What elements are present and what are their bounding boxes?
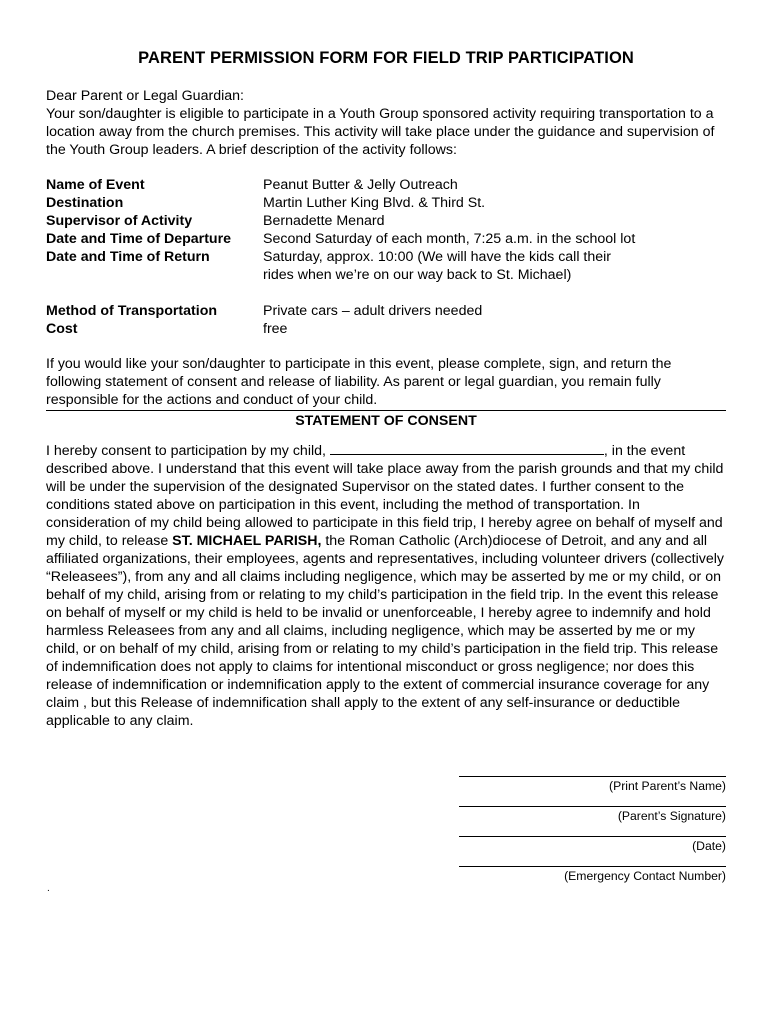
detail-row-return	[46, 248, 726, 284]
cost-value: free	[263, 321, 288, 337]
detail-row-transport	[46, 302, 726, 320]
detail-row-departure	[46, 230, 726, 248]
transport-value: Private cars – adult drivers needed	[263, 303, 483, 319]
section-divider	[46, 410, 726, 411]
signature-line	[459, 806, 726, 807]
consent-heading: STATEMENT OF CONSENT	[295, 413, 477, 429]
request-paragraph: If you would like your son/daughter to participate in this event, please complete, sign, and return the following statement of consent and release of liability. As parent or legal guardian, you remain fully responsible for the actions and conduct of your child.	[46, 356, 672, 408]
supervisor-value: Bernadette Menard	[263, 213, 385, 229]
return-label: Date and Time of Return	[46, 249, 210, 265]
print-name-line	[459, 776, 726, 777]
emergency-contact-line	[459, 866, 726, 867]
intro-paragraph: Your son/daughter is eligible to participate in a Youth Group sponsored activity requiring transportation to a location away from the church premises. This activity will take place under the guidance and supervision of the Youth Group leaders. A brief description of the activity follows:	[46, 106, 715, 158]
supervisor-label: Supervisor of Activity	[46, 213, 193, 229]
date-caption: (Date)	[692, 839, 726, 853]
departure-label: Date and Time of Departure	[46, 231, 232, 247]
consent-text-1: I hereby consent to participation by my child,	[46, 443, 330, 459]
print-name-caption: (Print Parent’s Name)	[609, 779, 726, 793]
parish-name: ST. MICHAEL PARISH,	[172, 533, 322, 549]
date-line	[459, 836, 726, 837]
detail-row-destination	[46, 194, 726, 212]
form-title: PARENT PERMISSION FORM FOR FIELD TRIP PARTICIPATION	[138, 49, 634, 67]
greeting: Dear Parent or Legal Guardian:	[46, 88, 244, 104]
event-label: Name of Event	[46, 177, 145, 193]
departure-value: Second Saturday of each month, 7:25 a.m. in the school lot	[263, 231, 636, 247]
destination-label: Destination	[46, 195, 124, 211]
activity-details	[46, 176, 726, 338]
consent-text-3: the Roman Catholic (Arch)diocese of Detroit, and any and all affiliated organizations, their employees, agents and representatives, including volunteer drivers (collectively “Releasees”), from any and all claims including negligence, which may be asserted by me or my child, or on behalf of my child, arising from or relating to my child’s participation in the field trip. In the event this release on behalf of myself or my child is held to be invalid or unenforceable, I hereby agree to indemnify and hold harmless Releasees from any and all claims, including negligence, which may be asserted by me or my child, or on behalf of my child, arising from or relating to my child’s participation in the field trip. This release of indemnification does not apply to claims for intentional misconduct or gross negligence; nor does this release of indemnification or indemnification apply to the extent of commercial insurance coverage for any claim , but this Release of indemnification shall apply to the extent of any self-insurance or deductible applicable to any claim.	[46, 533, 724, 729]
event-value: Peanut Butter & Jelly Outreach	[263, 177, 458, 193]
emergency-contact-field[interactable]	[459, 866, 726, 884]
intro-section	[46, 87, 726, 159]
return-value-line-1: Saturday, approx. 10:00 (We will have the kids call their	[263, 249, 612, 265]
consent-text-2: , in the event described above. I understand that this event will take place away from the parish grounds and that my child will be under the supervision of the designated Supervisor on the stated dates. I further consent to the conditions stated above on participation in this event, including the method of transportation. In consideration of my child being allowed to participate in this field trip, I hereby agree on behalf of myself and my child, to release	[46, 443, 724, 549]
stray-mark: .	[47, 883, 50, 894]
cost-label: Cost	[46, 321, 78, 337]
signature-field[interactable]	[459, 806, 726, 824]
return-value-line-2: rides when we’re on our way back to St. Michael)	[263, 267, 572, 283]
return-value	[263, 248, 726, 284]
detail-row-cost	[46, 320, 726, 338]
transport-label: Method of Transportation	[46, 303, 218, 319]
child-name-blank[interactable]	[330, 442, 604, 455]
destination-value: Martin Luther King Blvd. & Third St.	[263, 195, 486, 211]
detail-row-supervisor	[46, 212, 726, 230]
detail-row-event	[46, 176, 726, 194]
consent-paragraph	[46, 442, 726, 730]
emergency-contact-caption: (Emergency Contact Number)	[564, 869, 726, 883]
signature-caption: (Parent’s Signature)	[617, 809, 726, 823]
print-name-field[interactable]	[459, 776, 726, 794]
date-field[interactable]	[459, 836, 726, 854]
